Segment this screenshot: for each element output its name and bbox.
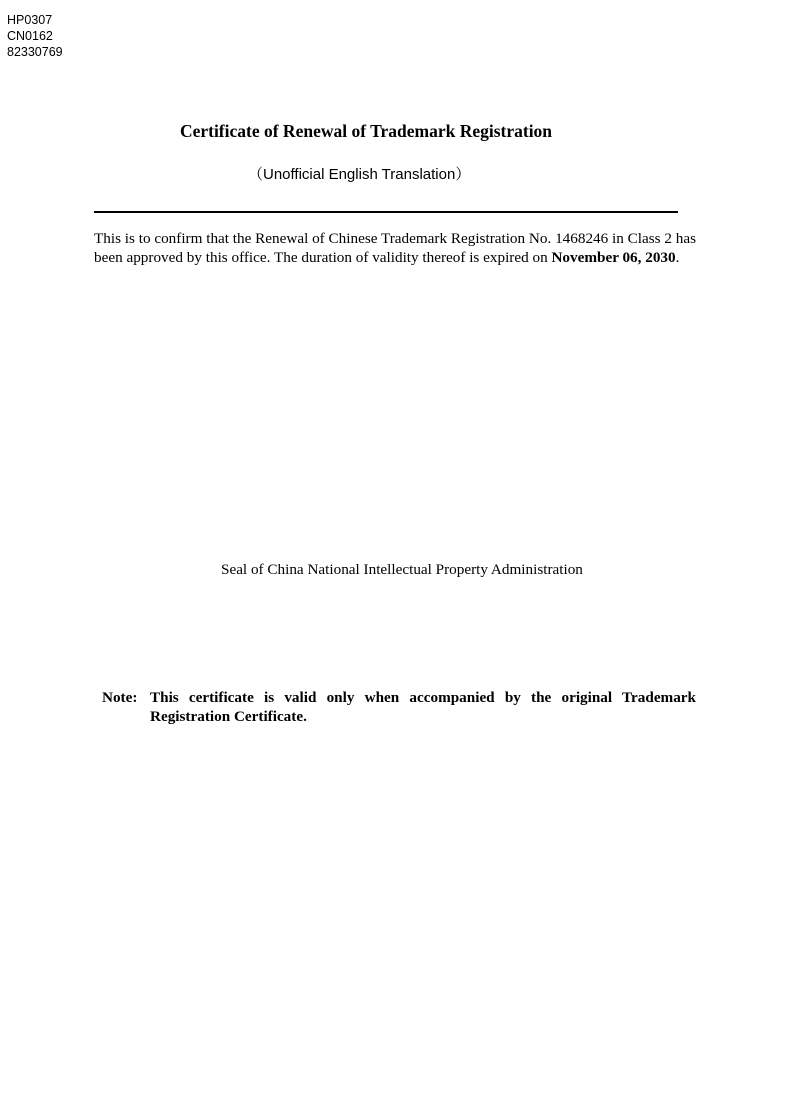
reference-code-number: 82330769 [7, 45, 63, 59]
seal-caption: Seal of China National Intellectual Property Administration [221, 561, 583, 578]
confirmation-end: . [675, 248, 680, 266]
reference-code-hp: HP0307 [7, 13, 53, 27]
confirmation-text: This is to confirm that the Renewal of Chinese Trademark Registration No. 1468246 in Class 2 has been approved by this office. The duration of validity thereof is expired on [94, 230, 696, 266]
reference-codes [7, 12, 63, 60]
document-subtitle: （Unofficial English Translation） [248, 166, 471, 183]
reference-code-cn: CN0162 [7, 29, 53, 43]
note-text-line-2: Registration Certificate. [150, 708, 307, 725]
expiry-date: November 06, 2030 [551, 248, 676, 266]
confirmation-paragraph [94, 230, 696, 267]
validity-note [102, 688, 696, 726]
document-title: Certificate of Renewal of Trademark Registration [179, 121, 553, 141]
title-divider [94, 211, 678, 213]
note-text-line-1: This certificate is valid only when accompanied by the original Trademark [150, 689, 696, 706]
note-label: Note: [102, 689, 138, 706]
note-text [150, 688, 696, 726]
